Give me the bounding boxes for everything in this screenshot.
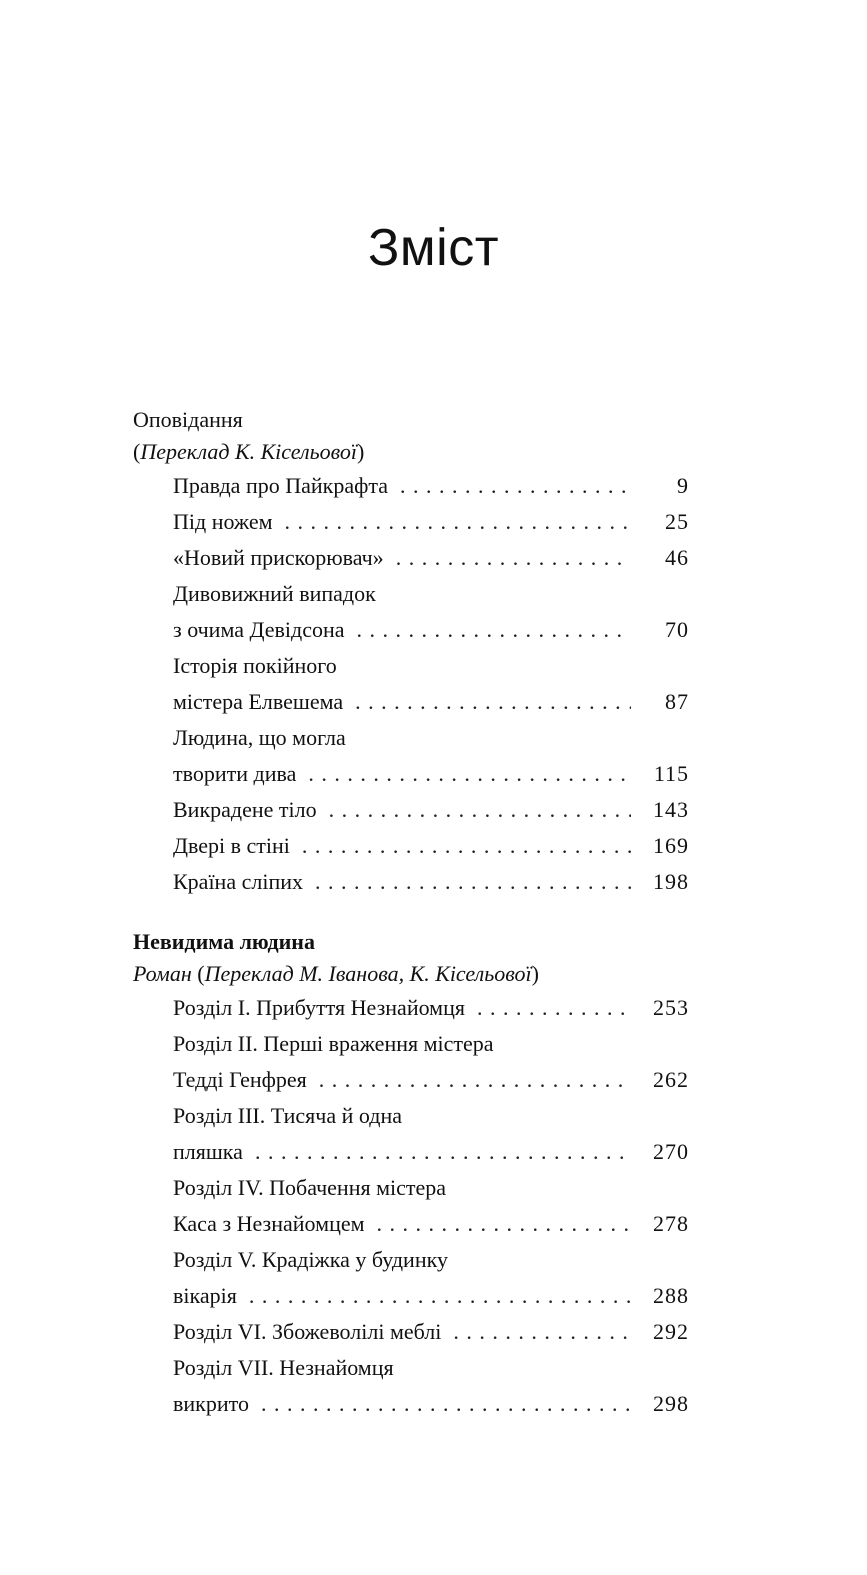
page-number: 253	[653, 995, 689, 1020]
entry-title-line: Людина, що могла	[173, 725, 346, 750]
toc-entry	[173, 1098, 689, 1170]
page-number: 9	[677, 473, 689, 498]
entry-title: вікарія	[173, 1283, 237, 1308]
page-number: 292	[653, 1319, 689, 1344]
dot-leader	[377, 1206, 631, 1242]
entry-row	[173, 1314, 689, 1350]
toc-entry	[173, 504, 689, 540]
entry-title: Правда про Пайкрафта	[173, 473, 389, 498]
page-number: 288	[653, 1283, 689, 1308]
dot-leader	[261, 1386, 631, 1422]
page-number: 143	[653, 797, 689, 822]
entry-row	[173, 864, 689, 900]
dot-leader	[355, 684, 631, 720]
entry-title-line: Розділ VII. Незнайомця	[173, 1355, 394, 1380]
toc-entry	[173, 864, 689, 900]
entry-row	[173, 540, 689, 576]
page-number: 25	[665, 509, 689, 534]
dot-leader	[453, 1314, 631, 1350]
dot-leader	[302, 828, 631, 864]
toc-entry	[173, 576, 689, 648]
page-number: 278	[653, 1211, 689, 1236]
entry-row	[173, 1062, 689, 1098]
section-subtitle: (Переклад К. Кісельової)	[133, 439, 365, 464]
page-number: 262	[653, 1067, 689, 1092]
entry-row	[173, 468, 689, 504]
page-number: 169	[653, 833, 689, 858]
entry-title: «Новий прискорювач»	[173, 545, 384, 570]
entry-title: містера Елвешема	[173, 689, 344, 714]
dot-leader	[315, 864, 631, 900]
entry-title: Під ножем	[173, 509, 273, 534]
page-number: 198	[653, 869, 689, 894]
page-title: Зміст	[367, 219, 500, 277]
entry-title: пляшка	[173, 1139, 243, 1164]
entry-title-line: Розділ III. Тисяча й одна	[173, 1103, 402, 1128]
section-title: Невидима людина	[133, 929, 315, 954]
entry-title-line: Історія покійного	[173, 653, 337, 678]
entry-title: з очима Девідсона	[173, 617, 345, 642]
dot-leader	[329, 792, 631, 828]
entry-list	[133, 468, 689, 900]
toc-entry	[173, 720, 689, 792]
entry-title-line: Розділ IV. Побачення містера	[173, 1175, 447, 1200]
entry-row	[173, 990, 689, 1026]
table-of-contents	[133, 404, 689, 1422]
dot-leader	[285, 504, 631, 540]
page-number: 70	[665, 617, 689, 642]
dot-leader	[477, 990, 631, 1026]
entry-row	[173, 1386, 689, 1422]
page-number: 115	[653, 761, 689, 786]
toc-entry	[173, 1242, 689, 1314]
toc-entry	[173, 540, 689, 576]
dot-leader	[400, 468, 631, 504]
toc-entry	[173, 990, 689, 1026]
page-number: 46	[665, 545, 689, 570]
entry-title-line: Розділ II. Перші враження містера	[173, 1031, 494, 1056]
entry-row	[173, 792, 689, 828]
toc-entry	[173, 792, 689, 828]
entry-title: Каса з Незнайомцем	[173, 1211, 365, 1236]
entry-title: Країна сліпих	[173, 869, 303, 894]
dot-leader	[249, 1278, 631, 1314]
entry-title: творити дива	[173, 761, 297, 786]
entry-row	[173, 684, 689, 720]
toc-entry	[173, 828, 689, 864]
dot-leader	[308, 756, 631, 792]
toc-entry	[173, 1350, 689, 1422]
entry-title: Розділ VI. Збожеволілі меблі	[173, 1319, 442, 1344]
entry-title: Двері в стіні	[173, 833, 290, 858]
entry-row	[173, 756, 689, 792]
dot-leader	[396, 540, 631, 576]
section-invisible-man	[133, 926, 689, 1422]
section-title: Оповідання	[133, 407, 243, 432]
toc-entry	[173, 1026, 689, 1098]
toc-entry	[173, 468, 689, 504]
entry-list	[133, 990, 689, 1422]
dot-leader	[319, 1062, 631, 1098]
toc-entry	[173, 648, 689, 720]
entry-row	[173, 612, 689, 648]
page-number: 87	[665, 689, 689, 714]
entry-title: Тедді Генфрея	[173, 1067, 307, 1092]
dot-leader	[357, 612, 631, 648]
page-number: 270	[653, 1139, 689, 1164]
section-subtitle: Роман (Переклад М. Іванова, К. Кісельової)	[133, 961, 539, 986]
entry-title-line: Дивовижний випадок	[173, 581, 376, 606]
entry-title: Викрадене тіло	[173, 797, 317, 822]
entry-title-line: Розділ V. Крадіжка у будинку	[173, 1247, 448, 1272]
entry-row	[173, 504, 689, 540]
page-number: 298	[653, 1391, 689, 1416]
entry-title: викрито	[173, 1391, 249, 1416]
entry-title: Розділ I. Прибуття Незнайомця	[173, 995, 465, 1020]
entry-row	[173, 1134, 689, 1170]
toc-entry	[173, 1314, 689, 1350]
section-stories	[133, 404, 689, 900]
entry-row	[173, 1278, 689, 1314]
dot-leader	[255, 1134, 631, 1170]
toc-entry	[173, 1170, 689, 1242]
entry-row	[173, 828, 689, 864]
entry-row	[173, 1206, 689, 1242]
